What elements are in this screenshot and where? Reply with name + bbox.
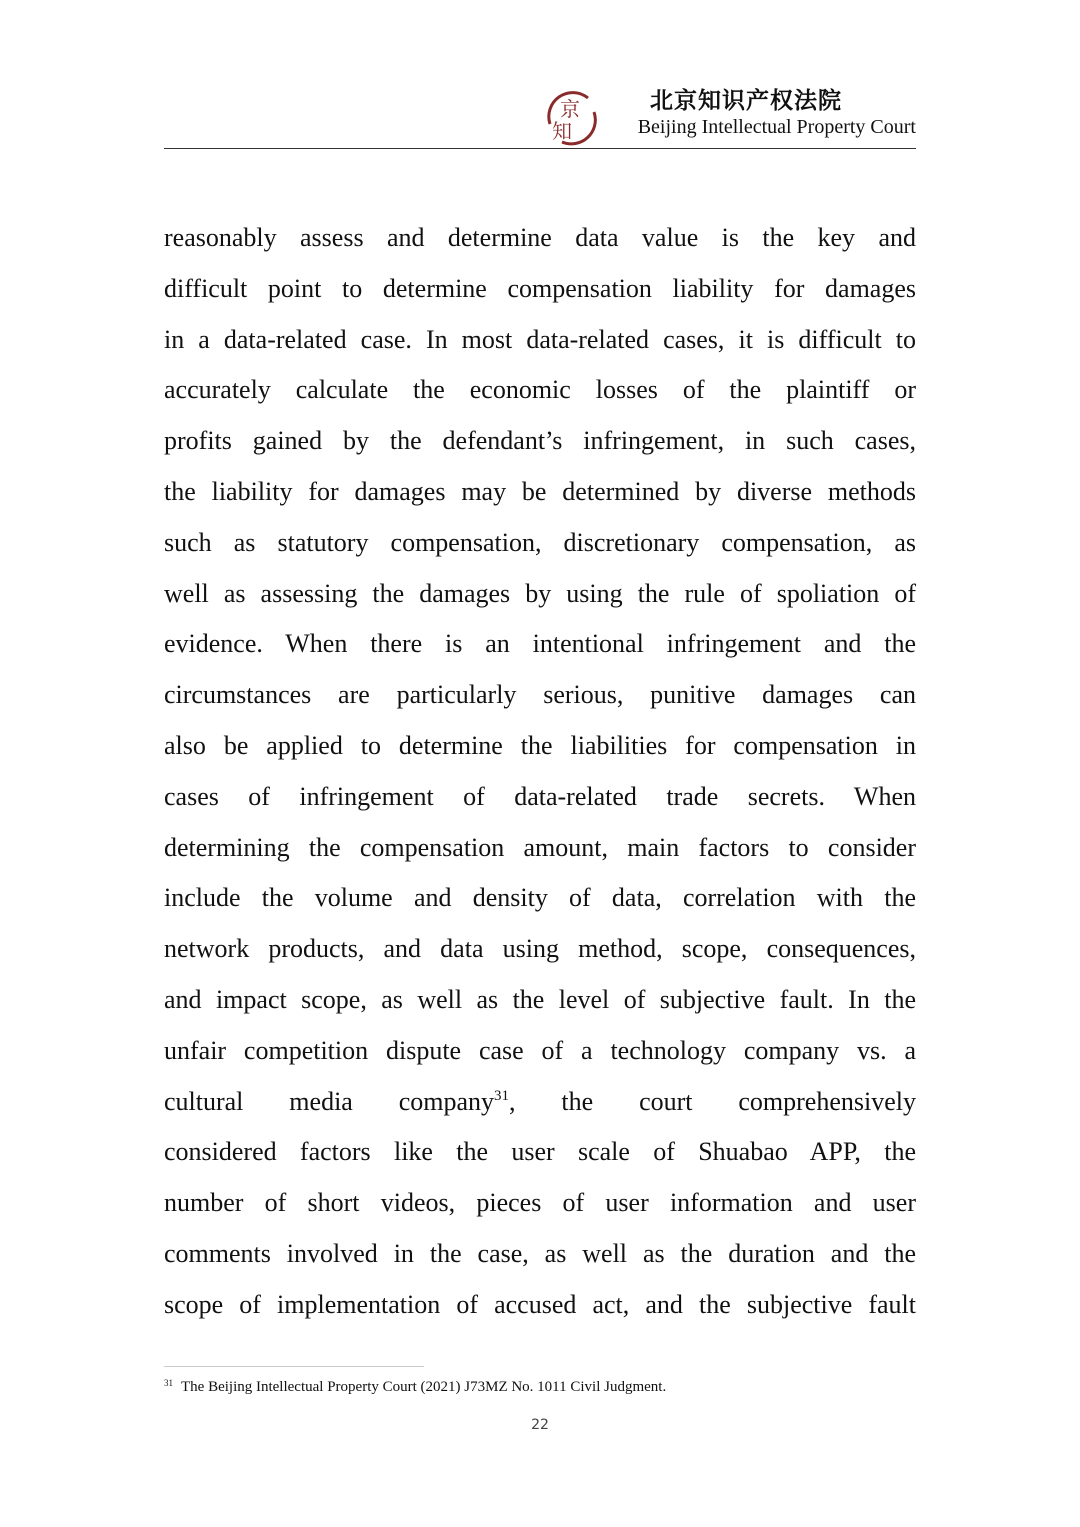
text-line: evidence. When there is an intentional infringement and the: [164, 629, 916, 659]
text-line: well as assessing the damages by using the rule of spoliation of: [164, 578, 916, 608]
footnote-reference[interactable]: 31: [494, 1087, 510, 1104]
text-fragment: , the court comprehensively: [509, 1086, 916, 1116]
text-line: difficult point to determine compensation liability for damages: [164, 273, 916, 303]
footnote-separator: [164, 1366, 424, 1367]
text-line: accurately calculate the economic losses of the plaintiff or: [164, 375, 916, 405]
text-fragment: cultural media company: [164, 1086, 495, 1116]
footnote: [164, 1378, 666, 1396]
text-line: scope of implementation of accused act, and the subjective fault: [164, 1289, 916, 1319]
text-line: number of short videos, pieces of user information and user: [164, 1188, 916, 1218]
text-line: such as statutory compensation, discretionary compensation, as: [164, 527, 916, 557]
text-line-with-footnote: [164, 1084, 916, 1135]
body-text: [164, 220, 916, 1338]
text-line: unfair competition dispute case of a technology company vs. a: [164, 1035, 916, 1065]
court-name-chinese: 北京知识产权法院: [650, 88, 842, 114]
footnote-text: The Beijing Intellectual Property Court (2021) J73MZ No. 1011 Civil Judgment.: [181, 1379, 667, 1395]
text-line: determining the compensation amount, main factors to consider: [164, 832, 916, 862]
text-line: in a data-related case. In most data-related cases, it is difficult to: [164, 324, 916, 354]
text-line: reasonably assess and determine data value is the key and: [164, 223, 916, 252]
text-line: circumstances are particularly serious, punitive damages can: [164, 680, 916, 710]
footnote-number: 31: [164, 1378, 173, 1388]
svg-text:知: 知: [552, 119, 572, 143]
text-line: and impact scope, as well as the level of subjective fault. In the: [164, 984, 916, 1014]
text-line: also be applied to determine the liabilities for compensation in: [164, 730, 916, 760]
text-line: the liability for damages may be determined by diverse methods: [164, 476, 916, 506]
court-name-english: Beijing Intellectual Property Court: [637, 116, 916, 138]
text-line: cases of infringement of data-related trade secrets. When: [164, 781, 916, 811]
court-seal-logo: [540, 86, 600, 146]
text-line: include the volume and density of data, correlation with the: [164, 883, 916, 913]
page-header: [164, 80, 916, 149]
text-line: considered factors like the user scale of Shuabao APP, the: [164, 1137, 916, 1167]
text-line: profits gained by the defendant’s infringement, in such cases,: [164, 426, 916, 456]
svg-text:京: 京: [560, 97, 580, 121]
page-number: 22: [531, 1417, 549, 1433]
text-line: network products, and data using method, scope, consequences,: [164, 934, 916, 964]
text-line: comments involved in the case, as well as the duration and the: [164, 1238, 916, 1268]
